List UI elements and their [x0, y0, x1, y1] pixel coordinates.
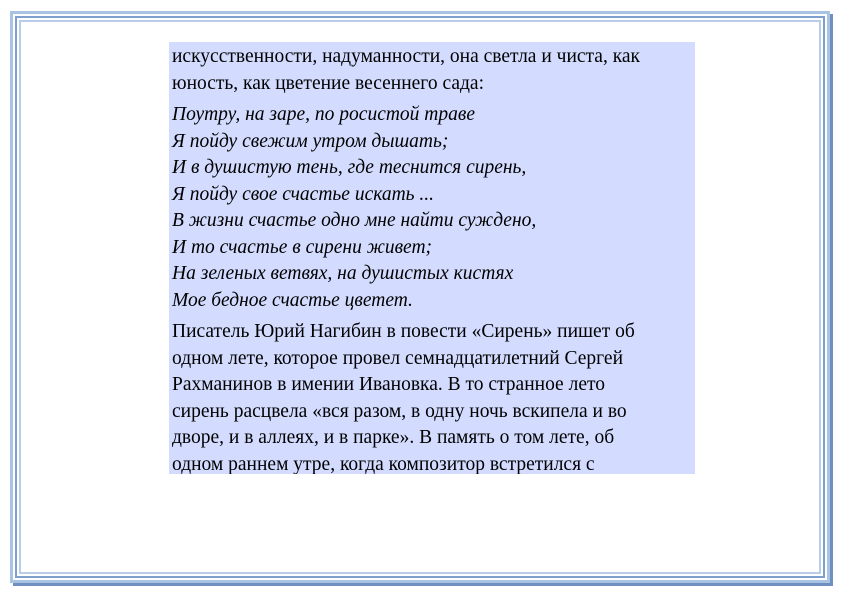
poem-line: И в душистую тень, где теснится сирень,	[172, 157, 527, 178]
poem-line: На зеленых ветвях, на душистых кистях	[172, 263, 514, 284]
text-block	[169, 42, 695, 474]
closing-line: одном лете, которое провел семнадцатилетний Сергей	[172, 347, 624, 369]
poem-line: Мое бедное счастье цветет.	[172, 289, 413, 311]
poem-line: Я пойду свое счастье искать ...	[172, 183, 435, 205]
poem-line: И то счастье в сирени живет;	[172, 236, 433, 258]
poem-stanza	[172, 102, 695, 314]
intro-paragraph	[172, 44, 695, 97]
closing-line: Рахманинов в имении Ивановка. В то странное лето	[172, 374, 605, 395]
frame-shadow-right	[830, 14, 833, 586]
intro-line: искусственности, надуманности, она светла и чиста, как	[172, 46, 641, 67]
closing-paragraph	[172, 319, 695, 474]
poem-line: Я пойду свежим утром дышать;	[172, 130, 449, 152]
closing-line: Писатель Юрий Нагибин в повести «Сирень» пишет об	[172, 321, 635, 342]
closing-line: сирень расцвела «вся разом, в одну ночь вскипела и во	[172, 400, 627, 422]
closing-line: дворе, и в аллеях, и в парке». В память о том лете, об	[172, 427, 615, 448]
poem-line: Поутру, на заре, по росистой траве	[172, 104, 476, 125]
closing-line: одном раннем утре, когда композитор встретился с	[172, 453, 595, 474]
frame-shadow-bottom	[13, 583, 833, 586]
poem-line: В жизни счастье одно мне найти суждено,	[172, 210, 537, 231]
intro-line: юность, как цветение весеннего сада:	[172, 72, 484, 94]
